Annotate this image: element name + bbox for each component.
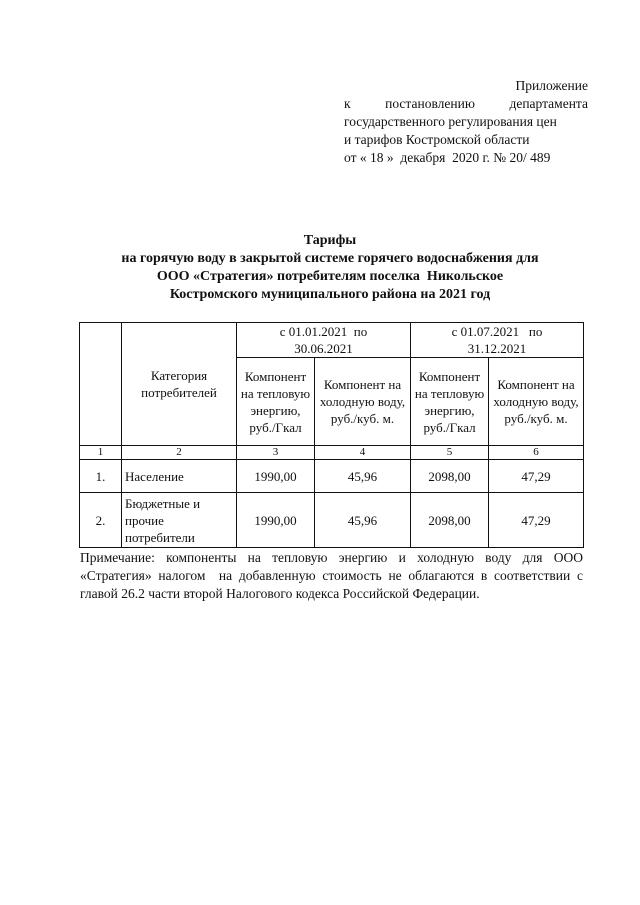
row-value: 47,29: [489, 493, 584, 548]
column-number: 6: [489, 446, 584, 460]
row-category: Бюджетные и прочие потребители: [122, 493, 237, 548]
row-value: 45,96: [315, 460, 411, 493]
appendix-block: [344, 77, 588, 167]
table-row: [80, 493, 584, 548]
column-number: 2: [122, 446, 237, 460]
column-number: 4: [315, 446, 411, 460]
column-number: 1: [80, 446, 122, 460]
row-value: 1990,00: [237, 493, 315, 548]
header-period-1: с 01.01.2021 по 30.06.2021: [237, 323, 411, 358]
title-line-2: на горячую воду в закрытой системе горячего водоснабжения для: [121, 251, 539, 266]
appendix-word: департамента: [509, 96, 588, 111]
appendix-line-5: от « 18 » декабря 2020 г. № 20/ 489: [344, 150, 551, 165]
row-category: Население: [122, 460, 237, 493]
column-number: 5: [411, 446, 489, 460]
tariff-table: [79, 322, 584, 548]
title-line-4: Костромского муниципального района на 2021 год: [169, 287, 491, 302]
row-value: 2098,00: [411, 460, 489, 493]
appendix-line-2: [344, 95, 588, 113]
header-comp-heat-2: Компонент на тепловую энергию, руб./Гкал: [411, 358, 489, 446]
row-value: 45,96: [315, 493, 411, 548]
appendix-line-1: Приложение: [515, 78, 588, 93]
row-number: 1.: [80, 460, 122, 493]
header-empty-cell: [80, 323, 122, 446]
row-number: 2.: [80, 493, 122, 548]
header-comp-heat-1: Компонент на тепловую энергию, руб./Гкал: [237, 358, 315, 446]
row-value: 47,29: [489, 460, 584, 493]
header-period-2: с 01.07.2021 по 31.12.2021: [411, 323, 584, 358]
column-number: 3: [237, 446, 315, 460]
header-category: Категория потребителей: [122, 323, 237, 446]
appendix-line-4: и тарифов Костромской области: [344, 132, 530, 147]
document-title: [70, 232, 590, 304]
row-value: 2098,00: [411, 493, 489, 548]
title-line-1: Тарифы: [303, 233, 357, 248]
appendix-line-3: государственного регулирования цен: [344, 114, 557, 129]
title-line-3: ООО «Стратегия» потребителям поселка Никольское: [156, 269, 504, 284]
table-row: [80, 460, 584, 493]
appendix-word: постановлению: [385, 96, 475, 111]
row-value: 1990,00: [237, 460, 315, 493]
header-comp-cold-2: Компонент на холодную воду, руб./куб. м.: [489, 358, 584, 446]
header-comp-cold-1: Компонент на холодную воду, руб./куб. м.: [315, 358, 411, 446]
note-paragraph: Примечание: компоненты на тепловую энергию и холодную воду для ООО «Стратегия» налогом на добавленную стоимость не облагаются в соответствии с главой 26.2 части второй Налогового кодекса Российской Федерации.: [80, 550, 587, 601]
appendix-word: к: [344, 96, 351, 111]
